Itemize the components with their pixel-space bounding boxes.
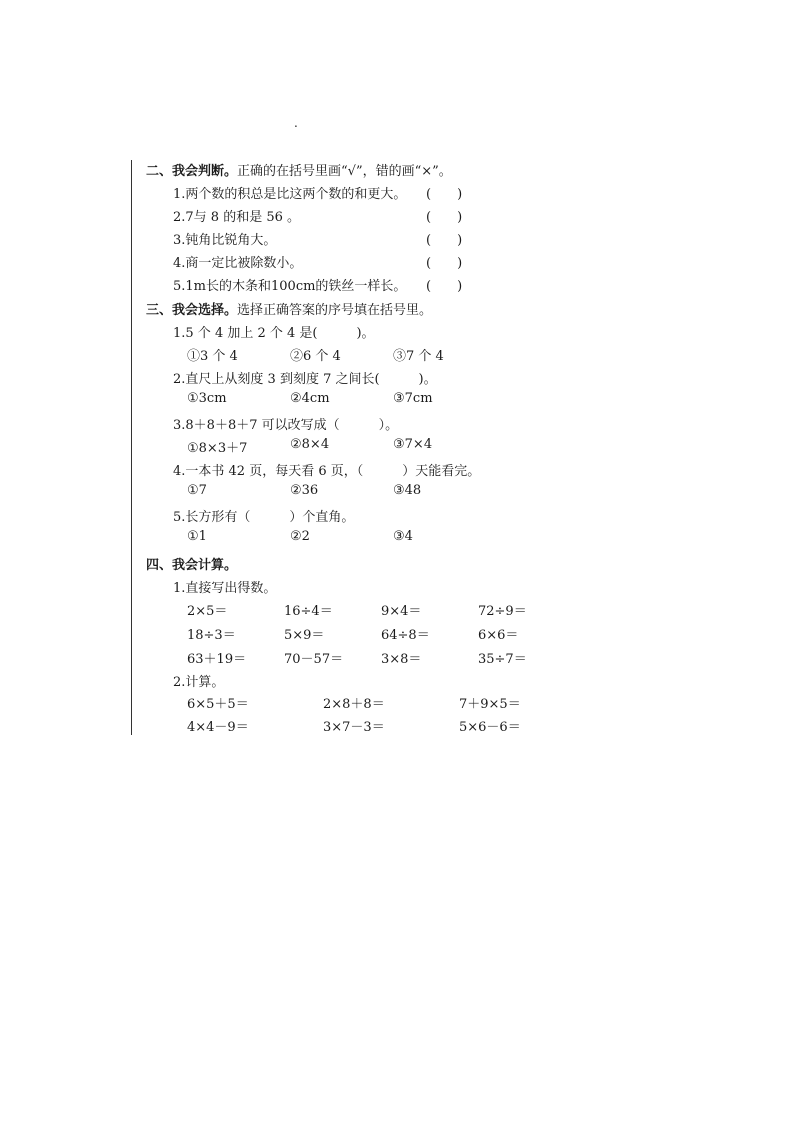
- choice-option-4c: ③48: [393, 483, 422, 498]
- judge-item-4: 4.商一定比被除数小。: [173, 256, 303, 271]
- calc1-r3-c3: 3×8＝: [381, 652, 422, 667]
- choice-option-1c: ③7 个 4: [393, 349, 444, 364]
- section4-heading: [146, 554, 237, 573]
- choice-option-5a: ①1: [187, 529, 207, 544]
- section3-heading: [146, 299, 432, 318]
- judge-item-1: 1.两个数的积总是比这两个数的和更大。: [173, 187, 407, 202]
- choice-question-4: 4.一本书 42 页，每天看 6 页，（ ）天能看完。: [173, 464, 481, 479]
- judge-item-5: 5.1m长的木条和100cm的铁丝一样长。: [173, 279, 407, 294]
- choice-option-3c: ③7×4: [393, 437, 433, 452]
- calc1-r2-c1: 18÷3＝: [187, 628, 236, 643]
- judge-paren-5: ( ): [426, 279, 463, 294]
- choice-option-2a: ①3cm: [187, 391, 227, 406]
- calc1-r2-c2: 5×9＝: [284, 628, 325, 643]
- choice-option-3b: ②8×4: [290, 437, 330, 452]
- margin-line: [131, 160, 132, 735]
- calc2-r2-c2: 3×7－3＝: [323, 720, 385, 735]
- section2-heading: [146, 160, 452, 179]
- calc2-r2-c3: 5×6－6＝: [459, 720, 521, 735]
- judge-item-2: 2.7与 8 的和是 56 。: [173, 210, 301, 225]
- choice-option-1a: ①3 个 4: [187, 349, 238, 364]
- calc1-r1-c2: 16÷4＝: [284, 604, 333, 619]
- calc1-r1-c4: 72÷9＝: [478, 604, 527, 619]
- section2-heading-bold: 二、我会判断。: [146, 164, 238, 179]
- judge-paren-3: ( ): [426, 233, 463, 248]
- calc1-r2-c3: 64÷8＝: [381, 628, 430, 643]
- calc1-r3-c2: 70－57＝: [284, 652, 344, 667]
- choice-option-2c: ③7cm: [393, 391, 433, 406]
- choice-option-5c: ③4: [393, 529, 413, 544]
- calc1-r3-c4: 35÷7＝: [478, 652, 527, 667]
- calc2-r2-c1: 4×4－9＝: [187, 720, 249, 735]
- choice-question-5: 5.长方形有（ ）个直角。: [173, 510, 355, 525]
- judge-paren-1: ( ): [426, 187, 463, 202]
- section4-heading-bold: 四、我会计算。: [146, 558, 238, 573]
- calc2-r1-c3: 7＋9×5＝: [459, 697, 521, 712]
- calc1-r3-c1: 63＋19＝: [187, 652, 247, 667]
- section3-heading-rest: 选择正确答案的序号填在括号里。: [237, 303, 433, 318]
- judge-item-3: 3.钝角比锐角大。: [173, 233, 277, 248]
- choice-question-2: 2.直尺上从刻度 3 到刻度 7 之间长( )。: [173, 372, 437, 387]
- calc1-r1-c1: 2×5＝: [187, 604, 228, 619]
- choice-question-3: 3.8＋8＋8＋7 可以改写成（ ）。: [173, 418, 399, 433]
- calc2-r1-c2: 2×8＋8＝: [323, 697, 385, 712]
- choice-option-5b: ②2: [290, 529, 310, 544]
- choice-option-1b: ②6 个 4: [290, 349, 341, 364]
- choice-option-3a: ①8×3＋7: [187, 441, 248, 456]
- calc-part1-title: 1.直接写出得数。: [173, 581, 277, 596]
- choice-option-4a: ①7: [187, 483, 207, 498]
- judge-paren-2: ( ): [426, 210, 463, 225]
- calc2-r1-c1: 6×5＋5＝: [187, 697, 249, 712]
- choice-option-2b: ②4cm: [290, 391, 330, 406]
- stray-mark: .: [294, 116, 298, 130]
- choice-question-1: 1.5 个 4 加上 2 个 4 是( )。: [173, 326, 375, 341]
- judge-paren-4: ( ): [426, 256, 463, 271]
- choice-option-4b: ②36: [290, 483, 319, 498]
- calc-part2-title: 2.计算。: [173, 675, 225, 690]
- section2-heading-rest: 正确的在括号里画“√”，错的画“×”。: [237, 164, 452, 179]
- calc1-r1-c3: 9×4＝: [381, 604, 422, 619]
- calc1-r2-c4: 6×6＝: [478, 628, 519, 643]
- section3-heading-bold: 三、我会选择。: [146, 303, 238, 318]
